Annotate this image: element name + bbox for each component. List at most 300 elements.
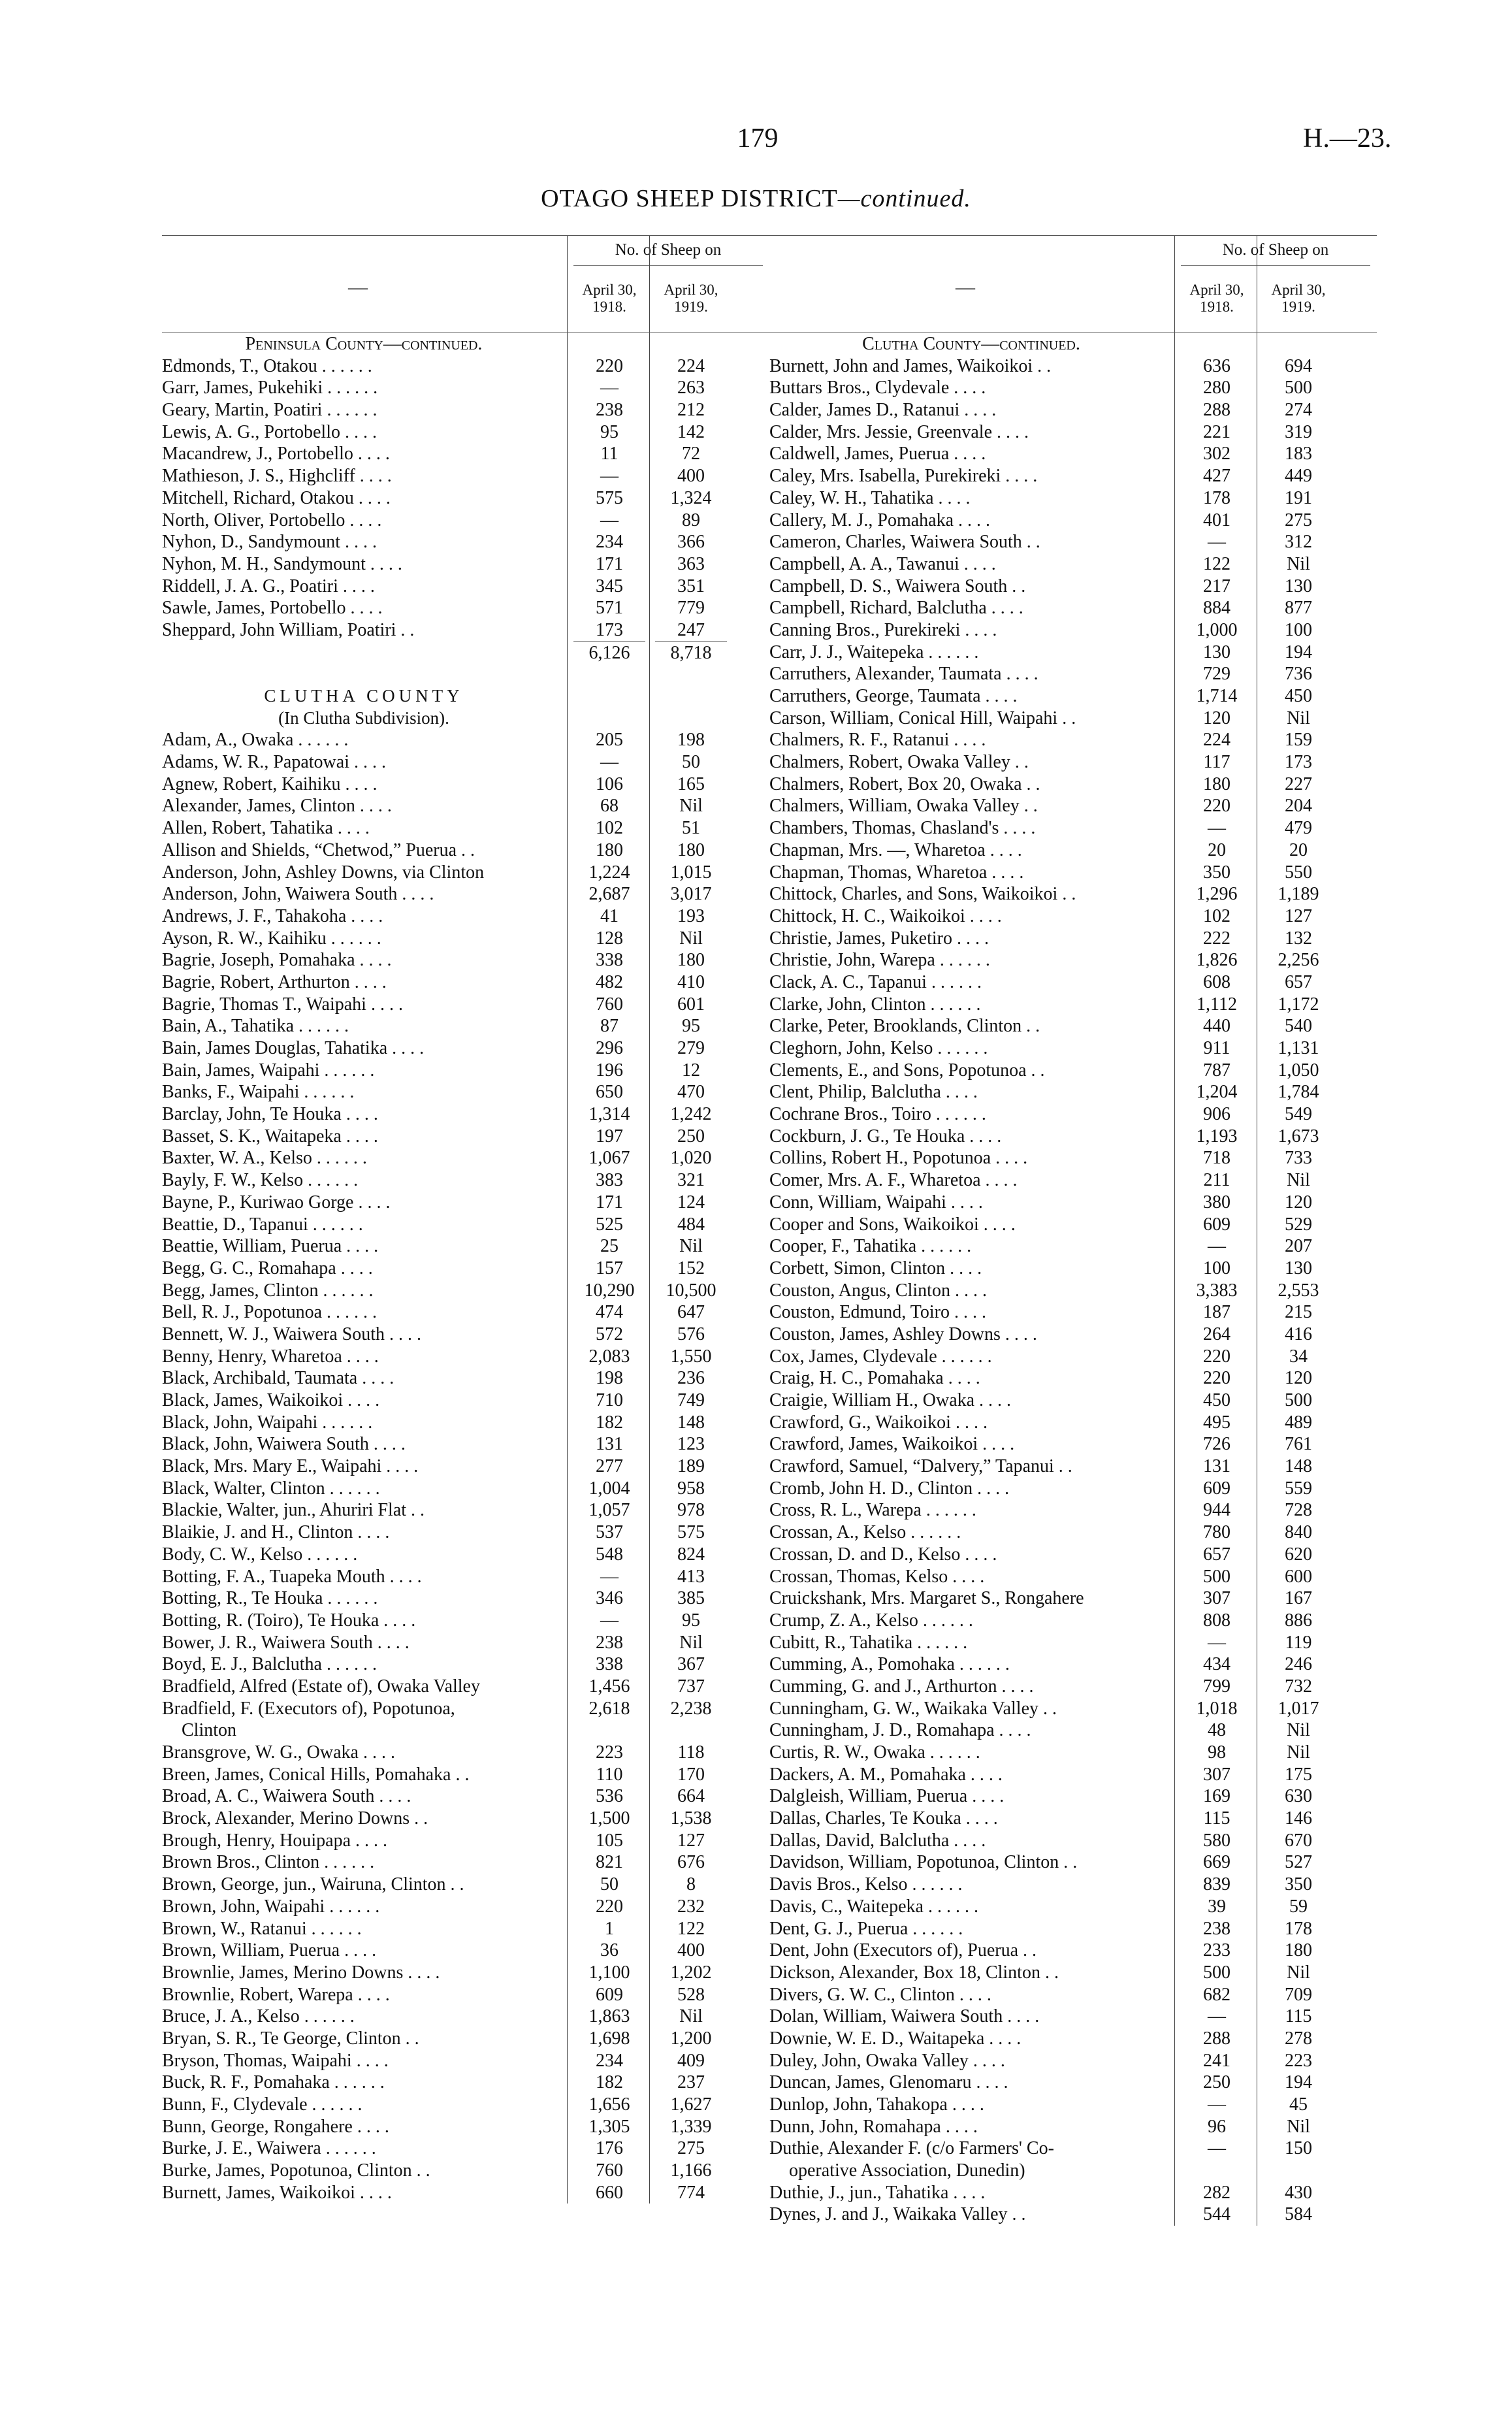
table-row (769, 2006, 1377, 2028)
sheep-1919: 549 (1285, 1104, 1312, 1125)
sheep-1919: 736 (1285, 664, 1312, 685)
table-row (769, 1544, 1377, 1566)
owner-name: Mathieson, J. S., Highcliff . . . . (162, 466, 392, 487)
sheep-1919: 152 (677, 1258, 705, 1278)
section-heading (769, 333, 1377, 355)
sheep-1918: 787 (1203, 1060, 1231, 1081)
table-row (769, 817, 1377, 839)
owner-name: Anderson, John, Waiwera South . . . . (162, 884, 434, 905)
sheep-1919: 1,324 (670, 487, 712, 508)
sheep-1919: 59 (1289, 1896, 1308, 1917)
table-row (769, 1412, 1377, 1434)
table-row (769, 1478, 1377, 1500)
sheep-1919: 410 (677, 971, 705, 992)
sheep-1919: 958 (677, 1478, 705, 1499)
sheep-1918: 264 (1203, 1324, 1231, 1344)
sheep-1919: 840 (1285, 1522, 1312, 1543)
sheep-1918: 173 (596, 619, 623, 640)
owner-name: Crawford, Samuel, “Dalvery,” Tapanui . . (769, 1456, 1072, 1477)
owner-name: Christie, John, Warepa . . . . . . (769, 950, 990, 971)
sheep-1918: 1,296 (1196, 884, 1238, 905)
owner-name: Dickson, Alexander, Box 18, Clinton . . (769, 1962, 1059, 1983)
table-row (769, 1984, 1377, 2006)
sheep-1918: 729 (1203, 664, 1231, 685)
sheep-1919: 130 (1285, 576, 1312, 596)
sheep-1919: 620 (1285, 1544, 1312, 1565)
table-row (769, 2050, 1377, 2072)
sheep-1918: 839 (1203, 1874, 1231, 1895)
sheep-1919: 733 (1285, 1148, 1312, 1169)
sheep-1919: 576 (677, 1324, 705, 1344)
sheep-1918: — (600, 510, 619, 530)
sheep-1918: 1,500 (588, 1808, 630, 1829)
owner-name: Chittock, Charles, and Sons, Waikoikoi . . (769, 884, 1076, 905)
sheep-1919: 194 (1285, 642, 1312, 662)
sheep-1919: 173 (1285, 752, 1312, 773)
sheep-1919: 132 (1285, 928, 1312, 949)
sheep-1918: 6,126 (573, 642, 645, 664)
sheep-1919: 737 (677, 1676, 705, 1697)
table-row (162, 421, 769, 444)
sheep-1919: 1,189 (1278, 884, 1319, 905)
section-heading (162, 707, 769, 730)
sheep-1918: 102 (1203, 905, 1231, 926)
sheep-1919: 694 (1285, 355, 1312, 376)
sheep-1918: 821 (596, 1852, 623, 1873)
sheep-1918: 726 (1203, 1434, 1231, 1455)
sheep-1919: 664 (677, 1786, 705, 1807)
table-row (162, 619, 769, 642)
sheep-1918: 346 (596, 1588, 623, 1609)
sheep-1918: 799 (1203, 1676, 1231, 1697)
owner-name: Bruce, J. A., Kelso . . . . . . (162, 2006, 355, 2027)
table-row (162, 597, 769, 619)
owner-name: Nyhon, M. H., Sandymount . . . . (162, 553, 402, 574)
sheep-1918: 10,290 (584, 1280, 635, 1301)
owner-name: Dallas, Charles, Te Kouka . . . . (769, 1808, 998, 1829)
sheep-1918: 548 (596, 1544, 623, 1565)
sheep-1919: 413 (677, 1566, 705, 1587)
table-row (769, 862, 1377, 884)
sheep-1918: 440 (1203, 1016, 1231, 1037)
sheep-1918: 198 (596, 1368, 623, 1389)
sheep-1919: 159 (1285, 730, 1312, 751)
sheep-1919: 275 (677, 2138, 705, 2159)
owner-name: Couston, James, Ashley Downs . . . . (769, 1324, 1037, 1344)
table-row (162, 795, 769, 817)
sheep-1918: 350 (1203, 862, 1231, 883)
owner-name: Dunlop, John, Tahakopa . . . . (769, 2094, 984, 2115)
sheep-1918: 525 (596, 1214, 623, 1235)
table-row (769, 949, 1377, 971)
sheep-1918: 171 (596, 1192, 623, 1212)
owner-name: Caley, Mrs. Isabella, Purekireki . . . . (769, 466, 1038, 487)
table-row (162, 1962, 769, 1984)
table-row (162, 1499, 769, 1521)
sheep-1919: 774 (677, 2182, 705, 2203)
table-row (769, 905, 1377, 928)
table-row (162, 1610, 769, 1632)
sheep-1918: 380 (1203, 1192, 1231, 1212)
table-row (162, 1676, 769, 1698)
owner-name: Garr, James, Pukehiki . . . . . . (162, 378, 378, 398)
owner-name: Sheppard, John William, Poatiri . . (162, 619, 415, 640)
sheep-1919: 470 (677, 1082, 705, 1103)
table-row (769, 1764, 1377, 1786)
table-row (162, 1984, 769, 2006)
sheep-1919: 10,500 (666, 1280, 716, 1301)
owner-name: Canning Bros., Purekireki . . . . (769, 619, 997, 640)
owner-name: Caley, W. H., Tahatika . . . . (769, 487, 971, 508)
owner-name: Broad, A. C., Waiwera South . . . . (162, 1786, 411, 1807)
sheep-1919: 8 (686, 1874, 696, 1895)
table-row (769, 619, 1377, 642)
table-row (162, 1896, 769, 1918)
owner-name: Burnett, James, Waikoikoi . . . . (162, 2182, 392, 2203)
sheep-1919: 95 (682, 1016, 700, 1037)
owner-name: Bain, James Douglas, Tahatika . . . . (162, 1038, 425, 1058)
sheep-1919: 50 (682, 752, 700, 773)
sheep-1919: 528 (677, 1984, 705, 2005)
sheep-1918: 280 (1203, 378, 1231, 398)
sheep-1919: 978 (677, 1500, 705, 1521)
owner-name: Brown, W., Ratanui . . . . . . (162, 1918, 362, 1939)
owner-name: Buck, R. F., Pomahaka . . . . . . (162, 2072, 385, 2093)
sheep-1918: 1,863 (588, 2006, 630, 2027)
sheep-1919: 89 (682, 510, 700, 530)
sheep-1918: 450 (1203, 1390, 1231, 1410)
sheep-1919: 180 (677, 839, 705, 860)
sheep-1919: 194 (1285, 2072, 1312, 2093)
left-table-header (162, 235, 769, 333)
sheep-1919: Nil (679, 1236, 703, 1257)
sheep-1919: 351 (677, 576, 705, 596)
sheep-1919: 227 (1285, 773, 1312, 794)
owner-name: Brownlie, Robert, Warepa . . . . (162, 1984, 390, 2005)
owner-name: Campbell, A. A., Tawanui . . . . (769, 553, 996, 574)
sheep-1919: 1,020 (670, 1148, 712, 1169)
owner-name: Duncan, James, Glenomaru . . . . (769, 2072, 1008, 2093)
sheep-1919: 127 (677, 1830, 705, 1851)
sheep-1918: 182 (596, 1412, 623, 1433)
sheep-1919: 119 (1285, 1632, 1312, 1653)
sheep-1918: 217 (1203, 576, 1231, 596)
sheep-1918: 205 (596, 730, 623, 751)
header-1918-line2: 1918. (592, 299, 626, 315)
table-row (162, 576, 769, 598)
sheep-1919: 215 (1285, 1302, 1312, 1323)
sheep-1919: 198 (677, 730, 705, 751)
table-row (769, 1126, 1377, 1148)
table-row (769, 377, 1377, 399)
table-row (162, 2050, 769, 2072)
table-row (162, 773, 769, 796)
owner-name: Body, C. W., Kelso . . . . . . (162, 1544, 358, 1565)
sheep-1919: 647 (677, 1302, 705, 1323)
sheep-1918: 102 (596, 818, 623, 839)
sheep-1919: 115 (1285, 2006, 1312, 2027)
sheep-1919: 279 (677, 1038, 705, 1058)
owner-name: Black, Archibald, Taumata . . . . (162, 1368, 394, 1389)
owner-name: Nyhon, D., Sandymount . . . . (162, 532, 377, 553)
table-row (162, 1808, 769, 1830)
owner-name: Blaikie, J. and H., Clinton . . . . (162, 1522, 390, 1543)
owner-name: Cumming, A., Pomohaka . . . . . . (769, 1654, 1010, 1675)
owner-name: Dynes, J. and J., Waikaka Valley . . (769, 2204, 1026, 2225)
sheep-1918: 571 (596, 598, 623, 619)
sheep-1919: Nil (679, 928, 703, 949)
table-row (162, 1764, 769, 1786)
sheep-1918: 1,018 (1196, 1698, 1238, 1719)
sheep-1919: 178 (1285, 1918, 1312, 1939)
owner-name: Cubitt, R., Tahatika . . . . . . (769, 1632, 968, 1653)
left-column (162, 235, 769, 2203)
table-row (162, 817, 769, 839)
sheep-1918: 434 (1203, 1654, 1231, 1675)
sheep-1918: — (600, 378, 619, 398)
table-row (769, 1830, 1377, 1852)
sheep-1918: 222 (1203, 928, 1231, 949)
right-table-body (769, 333, 1377, 2226)
sheep-1918: 338 (596, 1654, 623, 1675)
sheep-1919: 319 (1285, 421, 1312, 442)
sheep-1918: 117 (1203, 752, 1231, 773)
owner-name: Botting, R., Te Houka . . . . . . (162, 1588, 378, 1609)
sheep-1918: 1,314 (588, 1104, 630, 1125)
table-row (162, 510, 769, 532)
owner-name: Corbett, Simon, Clinton . . . . (769, 1258, 982, 1278)
table-row (162, 2028, 769, 2050)
owner-name: Crump, Z. A., Kelso . . . . . . (769, 1610, 973, 1631)
sheep-1919: 123 (677, 1434, 705, 1455)
sheep-1918: 906 (1203, 1104, 1231, 1125)
owner-name: Clutha County—continued. (862, 334, 1080, 354)
sheep-1919: 20 (1289, 839, 1308, 860)
owner-name: Breen, James, Conical Hills, Pomahaka . . (162, 1764, 470, 1785)
sheep-1918: 238 (596, 400, 623, 421)
table-row (769, 487, 1377, 510)
sheep-1919: 34 (1289, 1346, 1308, 1367)
sheep-1919: 122 (677, 1918, 705, 1939)
owner-name: Chalmers, Robert, Owaka Valley . . (769, 752, 1029, 773)
sheep-1919: 170 (677, 1764, 705, 1785)
table-row (769, 1632, 1377, 1654)
table-row (769, 883, 1377, 905)
sheep-1919: 479 (1285, 818, 1312, 839)
table-row (769, 1566, 1377, 1588)
sheep-1919: 312 (1285, 532, 1312, 553)
sheep-1919: 189 (677, 1456, 705, 1477)
table-row (162, 1235, 769, 1258)
owner-name: Craig, H. C., Pomahaka . . . . (769, 1368, 980, 1389)
table-row (769, 465, 1377, 487)
sheep-1918: 48 (1208, 1720, 1226, 1741)
sheep-1919: 275 (1285, 510, 1312, 530)
table-row (162, 2006, 769, 2028)
sheep-1918: 608 (1203, 971, 1231, 992)
table-row (769, 1698, 1377, 1720)
owner-name: Bell, R. J., Popotunoa . . . . . . (162, 1302, 378, 1323)
table-row (769, 707, 1377, 730)
sheep-1918: 96 (1208, 2116, 1226, 2137)
table-row (769, 1301, 1377, 1324)
sheep-1919: 1,131 (1278, 1038, 1319, 1058)
sheep-1919: 732 (1285, 1676, 1312, 1697)
sheep-1918: 660 (596, 2182, 623, 2203)
sheep-1918: 650 (596, 1082, 623, 1103)
owner-name: Cleghorn, John, Kelso . . . . . . (769, 1038, 988, 1058)
sheep-1918: 171 (596, 553, 623, 574)
table-row (769, 1015, 1377, 1037)
table-row (162, 1653, 769, 1676)
owner-name: Banks, F., Waipahi . . . . . . (162, 1082, 355, 1103)
sheep-1918: 234 (596, 2050, 623, 2071)
sheep-1919: 1,015 (670, 862, 712, 883)
sheep-1919: 167 (1285, 1588, 1312, 1609)
sheep-1919: 72 (682, 444, 700, 464)
sheep-1918: 277 (596, 1456, 623, 1477)
table-row (769, 1103, 1377, 1126)
sheep-1918: 1,456 (588, 1676, 630, 1697)
table-row (769, 1060, 1377, 1082)
sheep-1919: Nil (1287, 553, 1310, 574)
owner-name: Bennett, W. J., Waiwera South . . . . (162, 1324, 421, 1344)
table-row (769, 2182, 1377, 2204)
sheep-1919: 409 (677, 2050, 705, 2071)
sheep-1918: 760 (596, 994, 623, 1015)
sheep-1919: 278 (1285, 2028, 1312, 2049)
sheep-1918: 220 (1203, 796, 1231, 817)
sheep-1919: 500 (1285, 1390, 1312, 1410)
sheep-1918: 130 (1203, 642, 1231, 662)
sheep-1918: 345 (596, 576, 623, 596)
sheep-1919: 120 (1285, 1192, 1312, 1212)
owner-name: Carruthers, Alexander, Taumata . . . . (769, 664, 1038, 685)
sheep-1918: 544 (1203, 2204, 1231, 2225)
owner-name: Caldwell, James, Puerua . . . . (769, 444, 986, 464)
sheep-1919: 749 (677, 1390, 705, 1410)
sheep-1918: 120 (1203, 707, 1231, 728)
sheep-1918: 500 (1203, 1566, 1231, 1587)
sheep-1918: 1 (605, 1918, 614, 1939)
sheep-1918: 580 (1203, 1830, 1231, 1851)
sheep-1919: 630 (1285, 1786, 1312, 1807)
table-row (162, 839, 769, 862)
sheep-1918: 238 (1203, 1918, 1231, 1939)
table-row (769, 1367, 1377, 1390)
sheep-1919: 232 (677, 1896, 705, 1917)
sheep-1919: 1,550 (670, 1346, 712, 1367)
sheep-1918: 2,618 (588, 1698, 630, 1719)
header-1919-line2: 1919. (1281, 299, 1315, 315)
sheep-1918: — (600, 752, 619, 773)
table-row (162, 1785, 769, 1808)
owner-name: Curtis, R. W., Owaka . . . . . . (769, 1742, 980, 1763)
sheep-1918: 682 (1203, 1984, 1231, 2005)
sheep-1918: 572 (596, 1324, 623, 1344)
sheep-1919: 601 (677, 994, 705, 1015)
owner-name: Allison and Shields, “Chetwod,” Puerua . . (162, 839, 475, 860)
owner-name: Brownlie, James, Merino Downs . . . . (162, 1962, 440, 1983)
sheep-1919: Nil (679, 796, 703, 817)
sheep-1918: 3,383 (1196, 1280, 1238, 1301)
table-row (162, 1192, 769, 1214)
owner-name: Bradfield, F. (Executors of), Popotunoa, (162, 1698, 455, 1719)
sheep-1919: 165 (677, 773, 705, 794)
left-table-body (162, 333, 769, 2203)
sheep-1918: 100 (1203, 1258, 1231, 1278)
table-row (162, 1698, 769, 1720)
sheep-1918: 383 (596, 1170, 623, 1191)
owner-name: Christie, James, Puketiro . . . . (769, 928, 989, 949)
total-row (162, 642, 769, 664)
owner-name: Baxter, W. A., Kelso . . . . . . (162, 1148, 367, 1169)
sheep-1919: 2,553 (1278, 1280, 1319, 1301)
sheep-1919: 363 (677, 553, 705, 574)
sheep-1918: 87 (600, 1016, 619, 1037)
sheep-1918: 911 (1203, 1038, 1231, 1058)
owner-name: Bagrie, Robert, Arthurton . . . . (162, 971, 387, 992)
table-row (769, 1433, 1377, 1455)
owner-name: Begg, James, Clinton . . . . . . (162, 1280, 374, 1301)
owner-name: Crossan, D. and D., Kelso . . . . (769, 1544, 997, 1565)
sheep-1919: 527 (1285, 1852, 1312, 1873)
table-row (162, 443, 769, 465)
sheep-1919: 100 (1285, 619, 1312, 640)
sheep-1919: 2,256 (1278, 950, 1319, 971)
sheep-1919: 450 (1285, 686, 1312, 706)
owner-name: Burnett, John and James, Waikoikoi . . (769, 355, 1052, 376)
section-heading (162, 685, 769, 707)
sheep-1918: 1,204 (1196, 1082, 1238, 1103)
owner-name: Ayson, R. W., Kaihiku . . . . . . (162, 928, 381, 949)
table-row (162, 1103, 769, 1126)
sheep-1918: 495 (1203, 1412, 1231, 1433)
owner-name: Bryson, Thomas, Waipahi . . . . (162, 2050, 389, 2071)
table-row (162, 1544, 769, 1566)
owner-name: Dallas, David, Balclutha . . . . (769, 1830, 986, 1851)
sheep-1919: 484 (677, 1214, 705, 1235)
sheep-1918: 1,826 (1196, 950, 1238, 971)
sheep-1919: 500 (1285, 378, 1312, 398)
owner-name: Cunningham, G. W., Waikaka Valley . . (769, 1698, 1057, 1719)
sheep-1919: 1,202 (670, 1962, 712, 1983)
table-row (769, 1280, 1377, 1302)
table-row (769, 1455, 1377, 1478)
sheep-1919: 529 (1285, 1214, 1312, 1235)
sheep-1918: 250 (1203, 2072, 1231, 2093)
sheep-1918: 105 (596, 1830, 623, 1851)
sheep-1919: 274 (1285, 400, 1312, 421)
owner-name: Crossan, Thomas, Kelso . . . . (769, 1566, 985, 1587)
sheep-1919: 366 (677, 532, 705, 553)
owner-name: CLUTHA COUNTY (264, 686, 464, 706)
sheep-1918: 220 (1203, 1368, 1231, 1389)
table-row (769, 1962, 1377, 1984)
owner-name: Davis Bros., Kelso . . . . . . (769, 1874, 963, 1895)
sheep-1919: 449 (1285, 466, 1312, 487)
owner-name: Riddell, J. A. G., Poatiri . . . . (162, 576, 375, 596)
owner-name: Brown, John, Waipahi . . . . . . (162, 1896, 380, 1917)
sheep-1918: 178 (1203, 487, 1231, 508)
sheep-1919: 263 (677, 378, 705, 398)
table-row (769, 1676, 1377, 1698)
owner-name: Bayne, P., Kuriwao Gorge . . . . (162, 1192, 391, 1212)
table-row (769, 663, 1377, 685)
owner-name: Buttars Bros., Clydevale . . . . (769, 378, 986, 398)
table-row (769, 421, 1377, 444)
sheep-1918: 221 (1203, 421, 1231, 442)
